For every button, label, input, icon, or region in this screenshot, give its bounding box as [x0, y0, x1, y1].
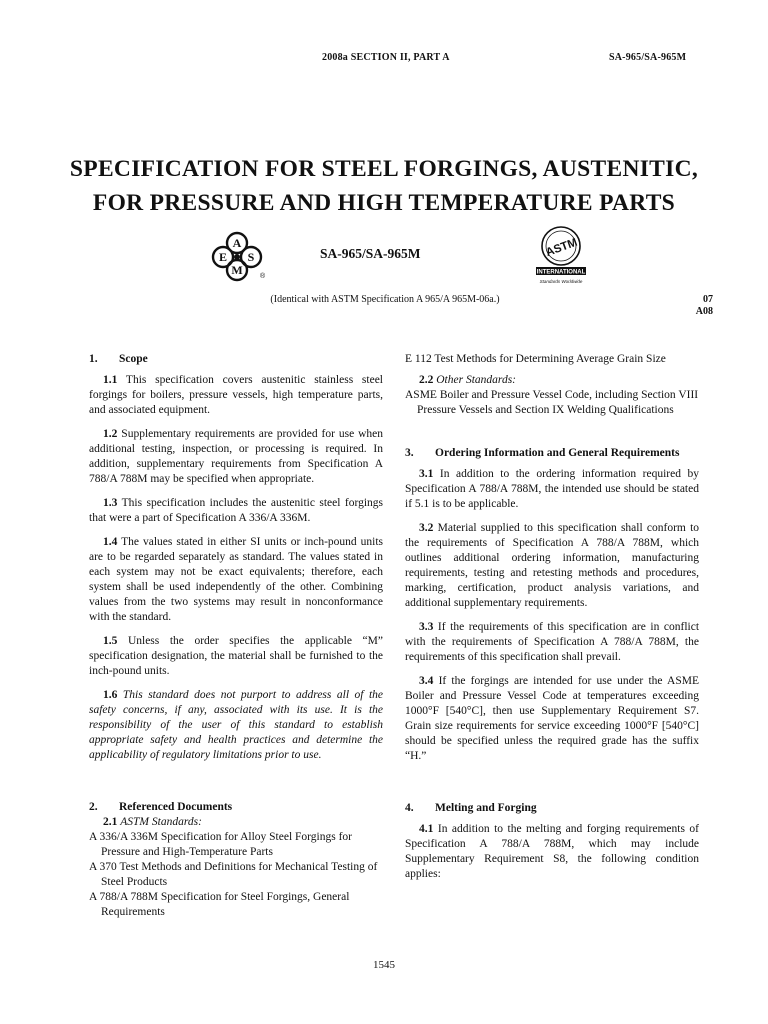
title-line-1: SPECIFICATION FOR STEEL FORGINGS, AUSTENITIC,: [69, 156, 699, 182]
paragraph-3-2: [405, 521, 699, 611]
designation: SA-965/SA-965M: [320, 246, 421, 261]
section-heading-scope: [89, 352, 383, 367]
title-line-2: FOR PRESSURE AND HIGH TEMPERATURE PARTS: [92, 190, 676, 216]
identical-note: (Identical with ASTM Specification A 965/A 965M-06a.): [270, 294, 500, 305]
paragraph-number: 3.4: [419, 675, 434, 687]
paragraph-number: 1.4: [103, 536, 118, 548]
revision-mark-07: 07: [703, 294, 713, 305]
right-column: [405, 352, 699, 891]
paragraph-text: Unless the order specifies the applicable “M” specification designation, the material shall be furnished to the inch-pound units.: [89, 635, 383, 677]
paragraph-number: 3.2: [419, 522, 434, 534]
paragraph-title: Other Standards:: [436, 374, 517, 386]
paragraph-number: 1.2: [103, 428, 118, 440]
astm-logo: [533, 222, 589, 290]
running-head-designation: SA-965/SA-965M: [609, 52, 687, 63]
paragraph-text: In addition to the melting and forging requirements of Specification A 788/A 788M, which may include Supplementary Requirement S8, the following condition applies:: [405, 823, 699, 880]
paragraph-number: 3.3: [419, 621, 434, 633]
paragraph-1-4: [89, 535, 383, 625]
registered-mark: ®: [260, 273, 266, 280]
paragraph-3-3: [405, 620, 699, 665]
paragraph-1-1: [89, 373, 383, 418]
reference-a370: A 370 Test Methods and Definitions for Mechanical Testing of Steel Products: [89, 861, 378, 888]
reference-asme-code: ASME Boiler and Pressure Vessel Code, including Section VIII Pressure Vessels and Section IX Welding Qualifications: [405, 389, 699, 416]
section-heading-ordering: [405, 446, 699, 461]
paragraph-1-3: [89, 496, 383, 526]
section-heading-melting: [405, 801, 699, 816]
reference-e112: E 112 Test Methods for Determining Average Grain Size: [405, 353, 666, 365]
paragraph-number: 1.3: [103, 497, 118, 509]
paragraph-text: Material supplied to this specification shall conform to the requirements of Specification A 788/A 788M, which outlines additional ordering information, manufacturing requirements, testing and retesting methods and procedures, marking, certification, product analysis variations, and additional supplementary requirements.: [405, 522, 700, 609]
left-column: [89, 352, 383, 920]
section-title: Referenced Documents: [119, 801, 233, 813]
section-number: 4.: [405, 802, 414, 814]
paragraph-1-6: [89, 688, 383, 763]
paragraph-4-1: [405, 822, 699, 882]
paragraph-number: 3.1: [419, 468, 434, 480]
section-heading-referenced-documents: [89, 800, 383, 815]
paragraph-text: If the forgings are intended for use under the ASME Boiler and Pressure Vessel Code at temperatures exceeding 1000°F [540°C], then use Supplementary Requirement S7. Grain size requirements for service exceeding 1000°F [540°C] should be specified unless the required grade has the suffix “H.”: [405, 675, 699, 762]
page-number: 1545: [373, 959, 395, 971]
astm-logo-sub: INTERNATIONAL: [536, 269, 586, 276]
paragraph-1-5: [89, 634, 383, 679]
paragraph-text: This specification covers austenitic stainless steel forgings for boilers, pressure vessels, high temperature parts, and associated equipment.: [89, 374, 383, 416]
paragraph-2-2: [405, 373, 699, 388]
section-title: Scope: [119, 353, 148, 365]
paragraph-3-1: [405, 467, 699, 512]
section-title: Melting and Forging: [435, 802, 537, 814]
document-title: [40, 152, 728, 220]
paragraph-number: 1.5: [103, 635, 118, 647]
paragraph-number: 4.1: [419, 823, 434, 835]
paragraph-text: This specification includes the austenitic steel forgings that were a part of Specification A 336/A 336M.: [89, 497, 383, 524]
asme-letter-e: E: [218, 250, 228, 264]
paragraph-3-4: [405, 674, 699, 764]
paragraph-number: 2.2: [419, 374, 434, 386]
reference-a788: A 788/A 788M Specification for Steel Forgings, General Requirements: [89, 891, 350, 918]
paragraph-number: 2.1: [103, 816, 118, 828]
paragraph-text: In addition to the ordering information required by Specification A 788/A 788M, the intended use should be stated if 5.1 is to be applicable.: [405, 468, 699, 510]
paragraph-text: Supplementary requirements are provided for use when additional testing, inspection, or processing is required. In addition, supplementary requirements from Specification A 788/A 788M may be specified when appropriate.: [89, 428, 383, 485]
paragraph-text: The values stated in either SI units or inch-pound units are to be regarded separately as standard. The values stated in each system may not be exact equivalents; therefore, each system shall be used independently of the other. Combining values from the two systems may result in nonconformance with the standard.: [89, 536, 383, 623]
paragraph-number: 1.1: [103, 374, 118, 386]
section-number: 1.: [89, 353, 98, 365]
paragraph-text: If the requirements of this specification are in conflict with the requirements of Specification A 788/A 788M, the requirements of this specification shall prevail.: [405, 621, 700, 663]
section-number: 2.: [89, 801, 98, 813]
paragraph-text: This standard does not purport to address all of the safety concerns, if any, associated with its use. It is the responsibility of the user of this standard to establish appropriate safety and health practices and determine the applicability of regulatory limitations prior to use.: [89, 689, 383, 761]
astm-logo-tagline: Standards Worldwide: [539, 279, 583, 284]
revision-mark-a08: A08: [695, 306, 713, 317]
section-title: Ordering Information and General Requirements: [435, 447, 680, 459]
asme-letter-s: S: [247, 250, 255, 264]
asme-letter-m: M: [231, 263, 243, 277]
paragraph-title: ASTM Standards:: [120, 816, 202, 828]
astm-logo-text: ASTM: [544, 236, 580, 260]
paragraph-2-1: [89, 815, 383, 830]
reference-a336: A 336/A 336M Specification for Alloy Steel Forgings for Pressure and High-Temperature Parts: [89, 831, 352, 858]
paragraph-number: 1.6: [103, 689, 118, 701]
section-number: 3.: [405, 447, 414, 459]
paragraph-1-2: [89, 427, 383, 487]
running-head-section: 2008a SECTION II, PART A: [322, 52, 450, 63]
asme-logo: [210, 230, 268, 282]
asme-letter-a: A: [232, 236, 242, 250]
